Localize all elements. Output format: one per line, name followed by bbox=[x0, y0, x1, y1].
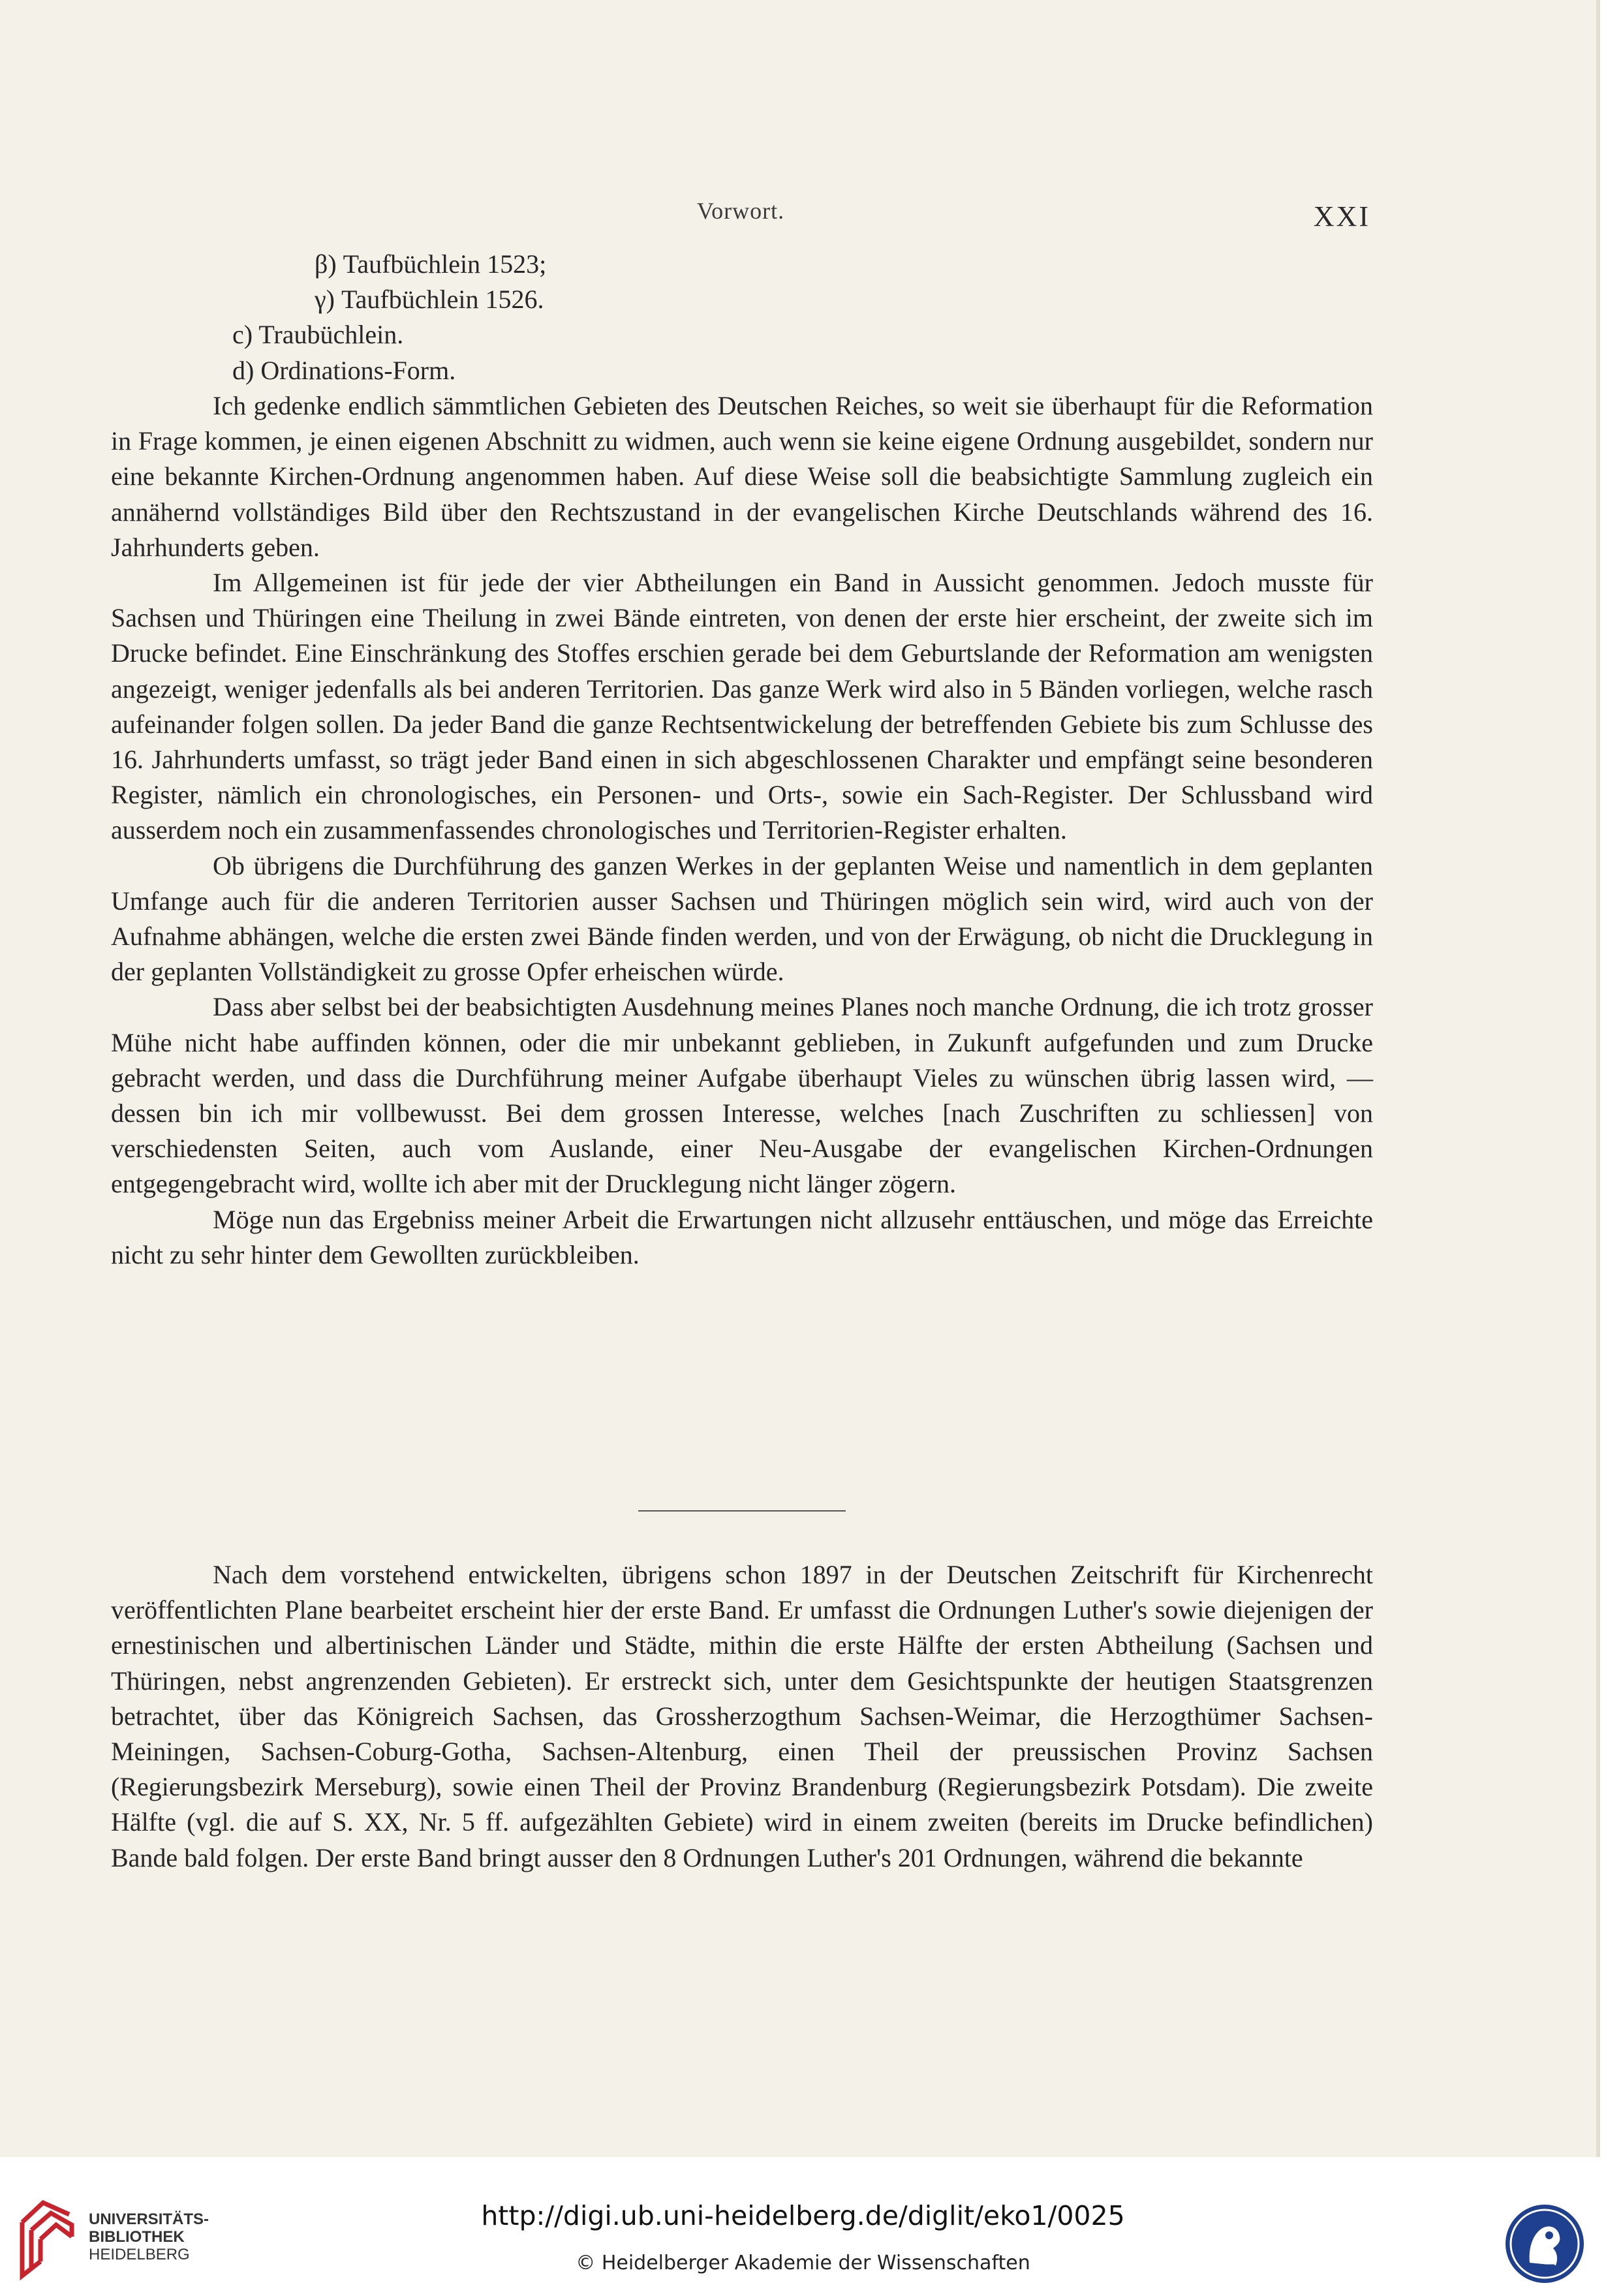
list-item: β) Taufbüchlein 1523; bbox=[315, 249, 547, 279]
paragraph: Nach dem vorstehend entwickelten, übrigens schon 1897 in der Deutschen Zeitschrift für Kirchenrecht veröffentlichten Plane bearbeitet erscheint hier der erste Band. Er umfasst die Ordnungen Luther's sowie diejenigen der ernestinischen und albertinischen Länder und Städte, mithin die erste Hälfte der ersten Abtheilung (Sachsen und Thüringen, nebst angrenzenden Gebieten). Er erstreckt sich, unter dem Gesichtspunkte der heutigen Staatsgrenzen betrachtet, über das Königreich Sachsen, das Grossherzogthum Sachsen-Weimar, die Herzogthümer Sachsen-Meiningen, Sachsen-Coburg-Gotha, Sachsen-Altenburg, einen Theil der preussischen Provinz Sachsen (Regierungsbezirk Merseburg), sowie einen Theil der Provinz Brandenburg (Regierungsbezirk Potsdam). Die zweite Hälfte (vgl. die auf S. XX, Nr. 5 ff. aufgezählten Gebiete) wird in einem zweiten (bereits im Drucke befindlichen) Bande bald folgen. Der erste Band bringt ausser den 8 Ordnungen Luther's 201 Ordnungen, während die bekannte bbox=[111, 1560, 1373, 1872]
running-head bbox=[111, 197, 1370, 230]
library-name-line: HEIDELBERG bbox=[89, 2246, 190, 2263]
paragraph: Ich gedenke endlich sämmtlichen Gebieten des Deutschen Reiches, so weit sie überhaupt für die Reformation in Frage kommen, je einen eigenen Abschnitt zu widmen, auch wenn sie keine eigene Ordnung ausgebildet, sondern nur eine bekannte Kirchen-Ordnung angenommen haben. Auf diese Weise soll die beabsichtigte Sammlung zugleich ein annähernd vollständiges Bild über den Rechtszustand in der evangelischen Kirche Deutschlands während des 16. Jahrhunderts geben. bbox=[111, 391, 1373, 562]
paragraph: Im Allgemeinen ist für jede der vier Abtheilungen ein Band in Aussicht genommen. Jedoch musste für Sachsen und Thüringen eine Theilung in zwei Bände eintreten, von denen der erste hier erscheint, der zweite sich im Drucke befindet. Eine Einschränkung des Stoffes erschien gerade bei dem Geburtslande der Reformation am wenigsten angezeigt, weniger jedenfalls als bei anderen Territorien. Das ganze Werk wird also in 5 Bänden vorliegen, welche rasch aufeinander folgen sollen. Da jeder Band die ganze Rechtsentwickelung der betreffenden Gebiete bis zum Schlusse des 16. Jahrhunderts umfasst, so trägt jeder Band einen in sich abgeschlossenen Charakter und empfängt seine besonderen Register, nämlich ein chronologisches, ein Personen- und Orts-, sowie ein Sach-Register. Der Schlussband wird ausserdem noch ein zusammenfassendes chronologisches und Territorien-Register erhalten. bbox=[111, 568, 1373, 845]
body-text bbox=[111, 388, 1373, 1273]
paragraph: Dass aber selbst bei der beabsichtigten Ausdehnung meines Planes noch manche Ordnung, die ich trotz grosser Mühe nicht habe auffinden können, oder die mir unbekannt geblieben, in Zukunft aufgefunden und zum Drucke gebracht werden, und dass die Durchführung meiner Aufgabe überhaupt Vieles zu wünschen übrig lassen wird, — dessen bin ich mir vollbewusst. Bei dem grossen Interesse, welches [nach Zuschriften zu schliessen] von verschiedensten Seiten, auch vom Auslande, einer Neu-Ausgabe der evangelischen Kirchen-Ordnungen entgegengebracht wird, wollte ich aber mit der Drucklegung nicht länger zögern. bbox=[111, 992, 1373, 1199]
academy-seal-icon bbox=[1504, 2203, 1586, 2285]
list-item: c) Traubüchlein. bbox=[232, 320, 404, 350]
sub-item-list bbox=[111, 247, 1373, 388]
page-number: XXI bbox=[1313, 200, 1370, 232]
library-name-line: BIBLIOTHEK bbox=[89, 2228, 185, 2246]
library-name-line: UNIVERSITÄTS- bbox=[89, 2211, 209, 2228]
digitization-footer bbox=[0, 2157, 1606, 2296]
section-separator-rule bbox=[638, 1510, 846, 1512]
body-text-continued bbox=[111, 1557, 1373, 1876]
copyright-notice: © Heidelberger Akademie der Wissenschaften bbox=[576, 2252, 1030, 2274]
paragraph: Ob übrigens die Durchführung des ganzen Werkes in der geplanten Weise und namentlich in dem geplanten Umfange auch für die anderen Territorien ausser Sachsen und Thüringen möglich sein wird, wird auch von der Aufnahme abhängen, welche die ersten zwei Bände finden werden, und von der Erwägung, ob nicht die Drucklegung in der geplanten Vollständigkeit zu grosse Opfer erheischen würde. bbox=[111, 850, 1373, 987]
list-item: d) Ordinations-Form. bbox=[232, 355, 456, 385]
list-item: γ) Taufbüchlein 1526. bbox=[315, 285, 544, 315]
permalink-url[interactable]: http://digi.ub.uni-heidelberg.de/diglit/eko1/0025 bbox=[481, 2200, 1125, 2231]
running-title: Vorwort. bbox=[696, 198, 785, 224]
paragraph: Möge nun das Ergebniss meiner Arbeit die Erwartungen nicht allzusehr enttäuschen, und möge das Erreichte nicht zu sehr hinter dem Gewollten zurückbleiben. bbox=[111, 1204, 1373, 1269]
